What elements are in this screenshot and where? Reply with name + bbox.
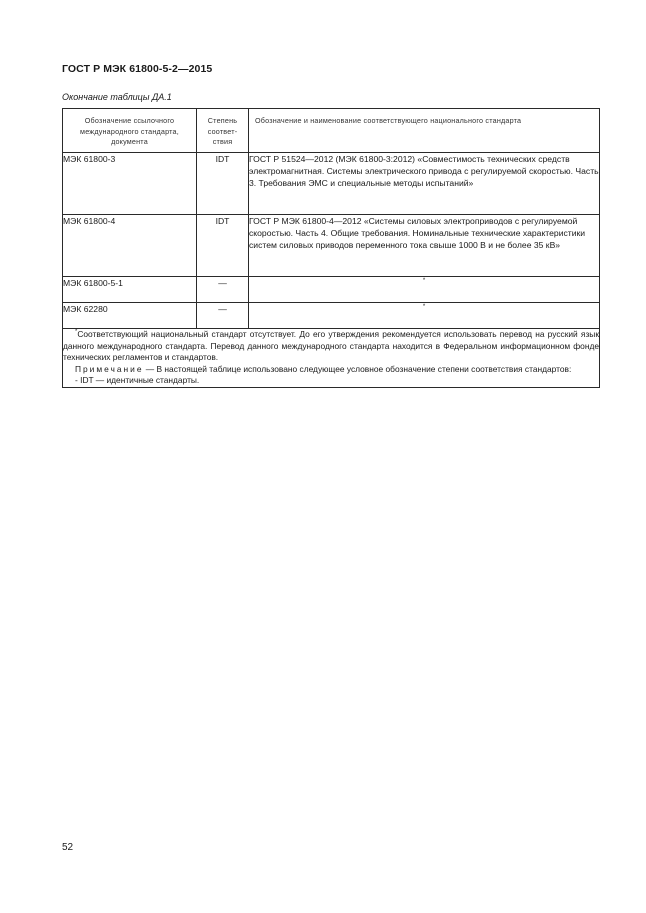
table-header-row [63, 109, 600, 153]
footnote-cell [63, 329, 600, 388]
cell-national [249, 277, 600, 303]
column-header-reference: Обозначение ссылочного международного стандарта, документа [63, 109, 197, 153]
table-row [63, 215, 600, 277]
cell-national: ГОСТ Р МЭК 61800-4—2012 «Системы силовых электроприводов с регулируемой скоростью. Часть 4. Общие требования. Номинальные технические характеристики систем силовых приводов переменного тока свыше 1000 В и не более 35 кВ» [249, 215, 600, 277]
column-header-degree: Степень соответ-ствия [197, 109, 249, 153]
footnote-row [63, 329, 600, 388]
cell-degree: IDT [197, 215, 249, 277]
reference-table [62, 108, 600, 388]
cell-degree: — [197, 303, 249, 329]
document-header: ГОСТ Р МЭК 61800-5-2—2015 [62, 63, 213, 75]
table-row [63, 153, 600, 215]
note-paragraph [63, 364, 599, 376]
cell-national [249, 303, 600, 329]
cell-reference: МЭК 61800-4 [63, 215, 197, 277]
cell-degree: IDT [197, 153, 249, 215]
footnote-marker: * [422, 278, 426, 285]
footnote-paragraph [63, 329, 599, 364]
footnote-star: * [75, 329, 78, 336]
page-number: 52 [62, 842, 74, 853]
cell-reference: МЭК 61800-5-1 [63, 277, 197, 303]
note-label: Примечание [75, 363, 144, 374]
table-row [63, 277, 600, 303]
cell-reference: МЭК 62280 [63, 303, 197, 329]
cell-national: ГОСТ Р 51524—2012 (МЭК 61800-3:2012) «Совместимость технических средств электромагнитная. Системы электрического привода с регулируемой скоростью. Часть 3. Требования ЭМС и специальные методы испытаний» [249, 153, 600, 215]
note-item: - IDT — идентичные стандарты. [75, 375, 200, 385]
note-text: — В настоящей таблице использовано следующее условное обозначение степени соответствия стандартов: [143, 363, 572, 374]
table-row [63, 303, 600, 329]
cell-reference: МЭК 61800-3 [63, 153, 197, 215]
footnote-marker: * [422, 304, 426, 311]
footnote-text: Соответствующий национальный стандарт отсутствует. До его утверждения рекомендуется использовать перевод на русский язык данного международного стандарта. Перевод данного международного стандарта находится в Федеральном информационном фонде технических регламентов и стандартов. [63, 329, 599, 362]
table-caption: Окончание таблицы ДА.1 [62, 92, 172, 102]
cell-degree: — [197, 277, 249, 303]
column-header-national: Обозначение и наименование соответствующего национального стандарта [249, 109, 600, 153]
